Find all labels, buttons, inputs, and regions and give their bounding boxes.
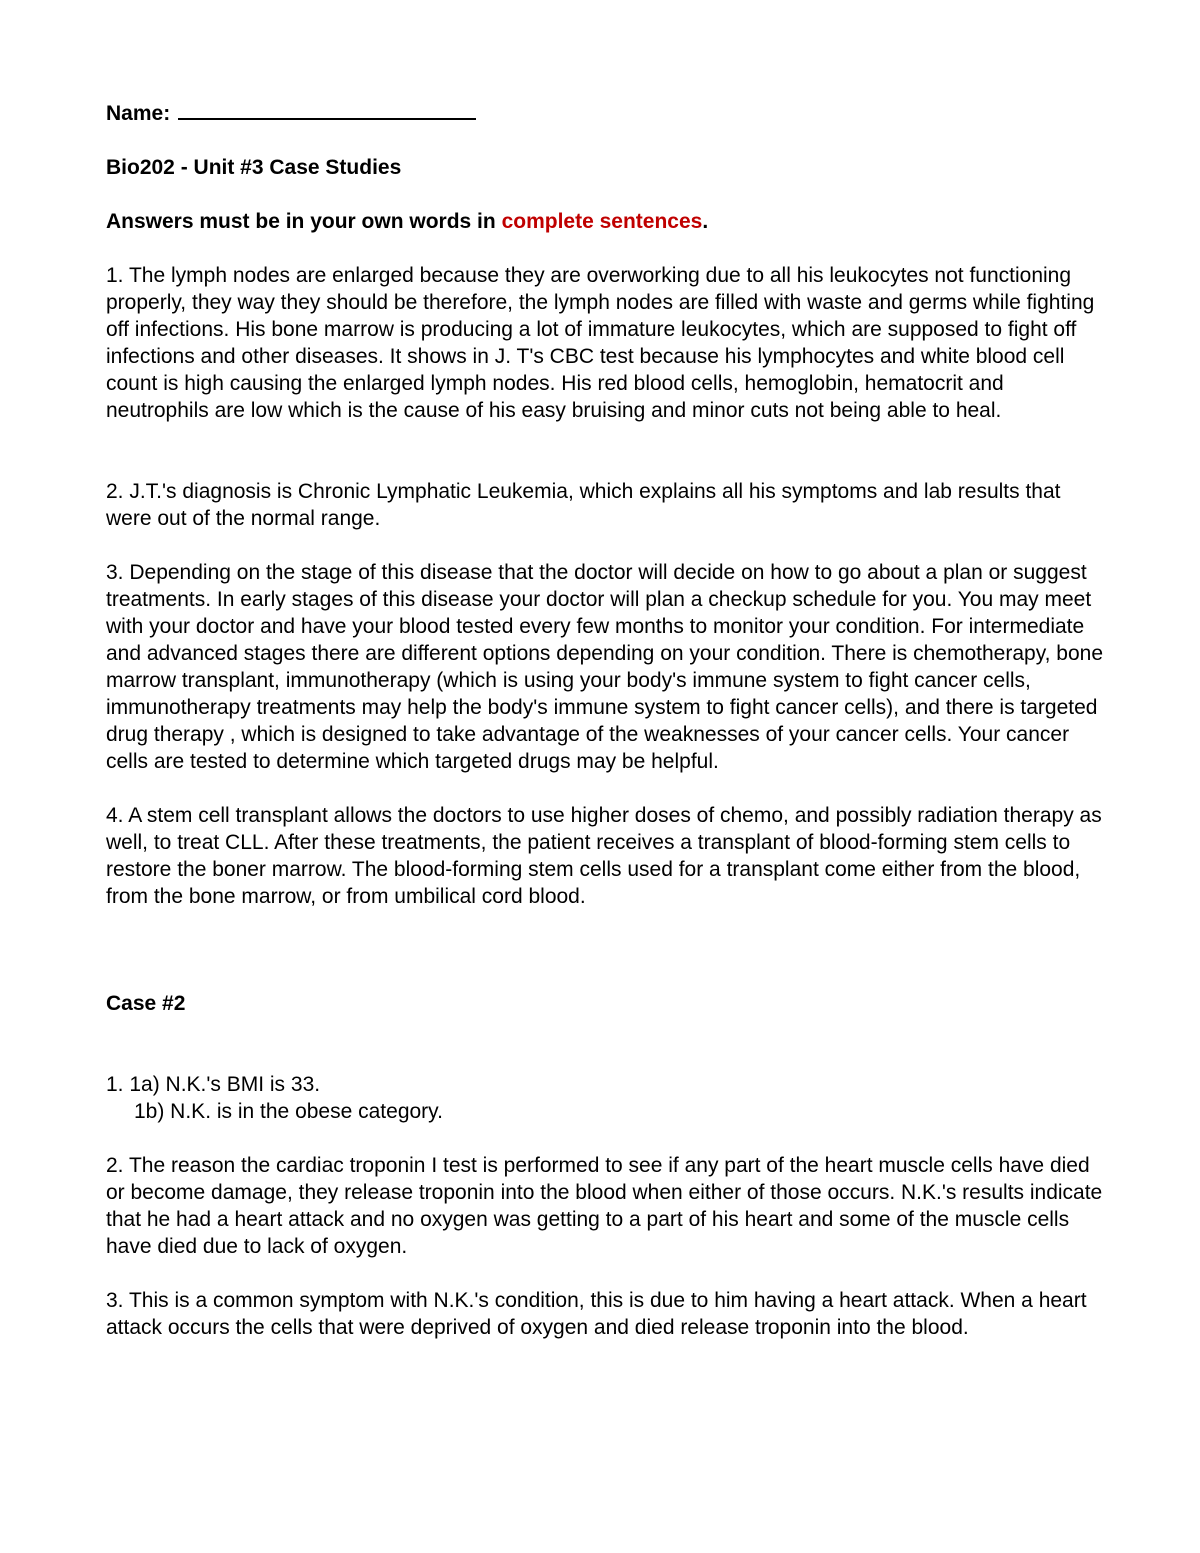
instructions — [106, 208, 1106, 235]
case2-answer-1b: 1b) N.K. is in the obese category. — [134, 1100, 443, 1123]
instructions-prefix: Answers must be in your own words in — [106, 210, 502, 233]
case1-answer-1: 1. The lymph nodes are enlarged because they are overworking due to all his leukocytes not functioning properly, they way they should be therefore, the lymph nodes are filled with waste and germs while fighting off infections. His bone marrow is producing a lot of immature leukocytes, which are supposed to fight off infections and other diseases. It shows in J. T's CBC test because his lymphocytes and white blood cell count is high causing the enlarged lymph nodes. His red blood cells, hemoglobin, hematocrit and neutrophils are low which is the cause of his easy bruising and minor cuts not being able to heal. — [106, 264, 1095, 422]
course-title: Bio202 - Unit #3 Case Studies — [106, 156, 402, 179]
case2-title: Case #2 — [106, 992, 186, 1015]
case1-answer-3: 3. Depending on the stage of this disease that the doctor will decide on how to go about a plan or suggest treatments. In early stages of this disease your doctor will plan a checkup schedule for you. You may meet with your doctor and have your blood tested every few months to monitor your condition. For intermediate and advanced stages there are different options depending on your condition. There is chemotherapy, bone marrow transplant, immunotherapy (which is using your body's immune system to fight cancer cells, immunotherapy treatments may help the body's immune system to fight cancer cells), and there is targeted drug therapy , which is designed to take advantage of the weaknesses of your cancer cells. Your cancer cells are tested to determine which targeted drugs may be helpful. — [106, 561, 1104, 773]
case1-answer-2: 2. J.T.'s diagnosis is Chronic Lymphatic Leukemia, which explains all his symptoms and lab results that were out of the normal range. — [106, 480, 1061, 530]
case2-answer-1a: 1. 1a) N.K.'s BMI is 33. — [106, 1073, 321, 1096]
name-line — [106, 100, 1106, 127]
instructions-highlight: complete sentences — [501, 210, 703, 233]
case2-answer-3: 3. This is a common symptom with N.K.'s condition, this is due to him having a heart attack. When a heart attack occurs the cells that were deprived of oxygen and died release troponin into the blood. — [106, 1289, 1087, 1339]
case2-answer-2: 2. The reason the cardiac troponin I test is performed to see if any part of the heart muscle cells have died or become damage, they release troponin into the blood when either of those occurs. N.K.'s results indicate that he had a heart attack and no oxygen was getting to a part of his heart and some of the muscle cells have died due to lack of oxygen. — [106, 1154, 1103, 1258]
name-blank-line — [178, 100, 476, 120]
case1-answer-4: 4. A stem cell transplant allows the doctors to use higher doses of chemo, and possibly radiation therapy as well, to treat CLL. After these treatments, the patient receives a transplant of blood-forming stem cells to restore the boner marrow. The blood-forming stem cells used for a transplant come either from the blood, from the bone marrow, or from umbilical cord blood. — [106, 804, 1102, 908]
name-label: Name: — [106, 102, 171, 125]
document-page — [106, 100, 1106, 1341]
instructions-suffix: . — [702, 210, 709, 233]
